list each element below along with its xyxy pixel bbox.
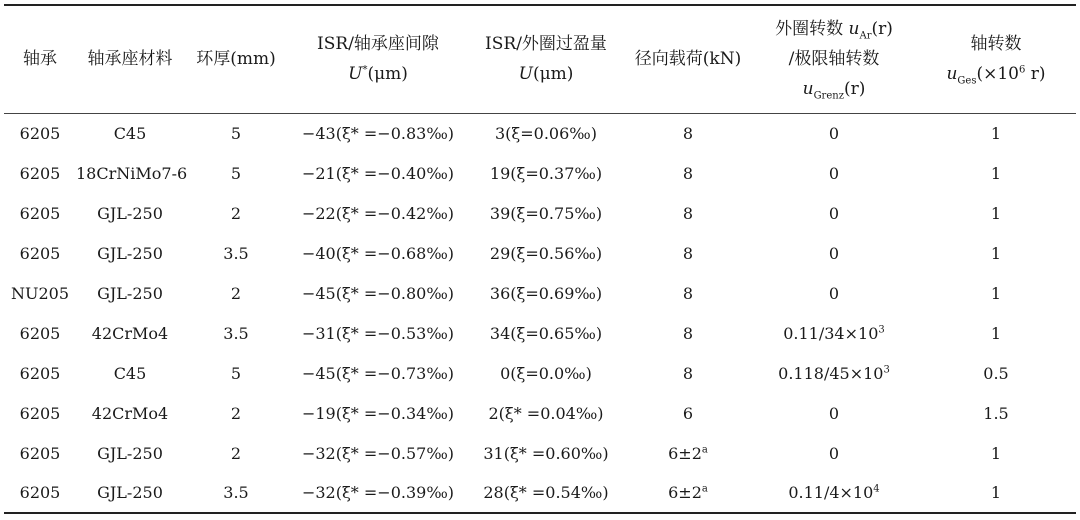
cell-clearance-value: −40(ξ* =−0.68‰): [301, 243, 455, 263]
cell-outer-ring-rev-value: 0: [828, 243, 840, 263]
cell-shaft-rev-value: 0.5: [983, 363, 1009, 383]
symbol-u: U: [518, 64, 533, 85]
cell-material: [76, 273, 184, 313]
cell-load-value: 6±2: [668, 483, 702, 502]
cell-clearance-value: −45(ξ* =−0.73‰): [301, 363, 455, 383]
cell-clearance-value: −22(ξ* =−0.42‰): [301, 203, 455, 223]
cell-shaft-rev-value: 1: [990, 283, 1002, 303]
cell-outer-ring-rev-value: 0.11/34×10: [783, 323, 879, 343]
header-isr-clearance-line1: ISR/轴承座间隙: [317, 34, 439, 55]
table-header-row: [4, 5, 1076, 113]
cell-interference-value: 0(ξ=0.0‰): [500, 363, 592, 383]
table-row: [4, 433, 1076, 473]
header-isr-clearance: [288, 5, 468, 113]
cell-shaft-rev: [916, 353, 1076, 393]
cell-bearing-value: 6205: [19, 443, 61, 463]
cell-shaft-rev-value: 1: [990, 163, 1002, 183]
cell-load: [624, 113, 752, 153]
cell-shaft-rev-value: 1: [990, 443, 1002, 463]
symbol-u: u: [848, 19, 860, 40]
cell-load-value: 8: [682, 123, 694, 143]
cell-clearance: [288, 353, 468, 393]
table-row: [4, 353, 1076, 393]
header-outer-ring-rev-line2: /极限轴转数: [788, 49, 880, 70]
cell-material-value: 18CrNiMo7-6: [76, 163, 188, 183]
text: (×10: [976, 64, 1019, 85]
cell-outer-ring-rev: [752, 113, 916, 153]
cell-thickness-value: 5: [230, 123, 242, 143]
cell-load-value: 8: [682, 163, 694, 183]
cell-shaft-rev: [916, 153, 1076, 193]
text: 外圈转数: [775, 19, 849, 40]
cell-interference: [468, 153, 624, 193]
cell-thickness-value: 3.5: [223, 483, 249, 502]
cell-bearing: [4, 473, 76, 513]
cell-load-value: 8: [682, 243, 694, 263]
text: r): [1025, 64, 1046, 85]
cell-load: [624, 273, 752, 313]
cell-load: [624, 433, 752, 473]
cell-clearance: [288, 233, 468, 273]
table-body: [4, 113, 1076, 513]
header-isr-clearance-line2: [288, 59, 468, 89]
header-outer-ring-rev: [752, 5, 916, 113]
cell-bearing: [4, 153, 76, 193]
cell-interference: [468, 393, 624, 433]
cell-outer-ring-rev-value: 0: [828, 443, 840, 463]
cell-outer-ring-rev-value: 0: [828, 203, 840, 223]
unit-um: (μm): [367, 64, 408, 85]
header-radial-load: 径向载荷(kN): [624, 5, 752, 113]
cell-load: [624, 393, 752, 433]
cell-shaft-rev-value: 1: [990, 203, 1002, 223]
cell-clearance: [288, 433, 468, 473]
cell-interference-value: 29(ξ=0.56‰): [489, 243, 603, 263]
symbol-u: u: [946, 64, 958, 85]
cell-load: [624, 353, 752, 393]
cell-interference-value: 39(ξ=0.75‰): [489, 203, 603, 223]
cell-outer-ring-rev: [752, 193, 916, 233]
cell-material-value: GJL-250: [97, 243, 163, 263]
header-shaft-rev-line2: [916, 59, 1076, 89]
cell-material: [76, 193, 184, 233]
cell-shaft-rev: [916, 393, 1076, 433]
header-shaft-rev-line1: 轴转数: [970, 34, 1022, 55]
cell-clearance: [288, 113, 468, 153]
header-isr-interference-line1: ISR/外圈过盈量: [485, 34, 607, 55]
cell-load-value: 8: [682, 203, 694, 223]
header-shaft-rev: [916, 5, 1076, 113]
cell-shaft-rev-value: 1: [990, 123, 1002, 143]
cell-thickness-value: 3.5: [223, 243, 249, 263]
cell-material-value: C45: [113, 363, 147, 383]
cell-material: [76, 233, 184, 273]
cell-outer-ring-rev-value: 0: [828, 163, 840, 183]
cell-thickness-value: 5: [230, 163, 242, 183]
cell-material-value: GJL-250: [97, 483, 163, 502]
cell-clearance: [288, 473, 468, 513]
cell-material-value: C45: [113, 123, 147, 143]
cell-thickness: [184, 273, 288, 313]
cell-shaft-rev-value: 1: [990, 483, 1002, 502]
header-outer-ring-rev-line1: [752, 14, 916, 44]
cell-outer-ring-rev: [752, 433, 916, 473]
cell-outer-ring-rev: [752, 473, 916, 513]
cell-bearing: [4, 233, 76, 273]
cell-interference-value: 2(ξ* =0.04‰): [488, 403, 604, 423]
cell-outer-ring-rev-value: 0: [828, 123, 840, 143]
cell-load: [624, 313, 752, 353]
cell-clearance-value: −32(ξ* =−0.39‰): [301, 483, 455, 502]
table-row: [4, 473, 1076, 513]
cell-bearing-value: 6205: [19, 243, 61, 263]
cell-clearance-value: −43(ξ* =−0.83‰): [301, 123, 455, 143]
cell-bearing: [4, 433, 76, 473]
cell-clearance-value: −31(ξ* =−0.53‰): [301, 323, 455, 343]
cell-shaft-rev: [916, 113, 1076, 153]
cell-bearing: [4, 313, 76, 353]
text: (r): [871, 19, 893, 40]
cell-material: [76, 433, 184, 473]
cell-shaft-rev: [916, 233, 1076, 273]
cell-shaft-rev: [916, 193, 1076, 233]
cell-thickness: [184, 353, 288, 393]
header-outer-ring-rev-line3: [752, 74, 916, 104]
cell-outer-ring-rev-value: 0: [828, 403, 840, 423]
cell-thickness: [184, 193, 288, 233]
cell-thickness: [184, 393, 288, 433]
cell-outer-ring-rev-value: 0.11/4×10: [788, 483, 874, 502]
cell-clearance: [288, 193, 468, 233]
cell-material-value: GJL-250: [97, 443, 163, 463]
cell-shaft-rev-value: 1: [990, 323, 1002, 343]
bearing-test-table: [4, 4, 1076, 514]
cell-bearing: [4, 113, 76, 153]
cell-thickness: [184, 433, 288, 473]
cell-outer-ring-rev: [752, 393, 916, 433]
cell-clearance: [288, 393, 468, 433]
cell-outer-ring-rev-value: 0.118/45×10: [778, 363, 884, 383]
cell-bearing-value: 6205: [19, 363, 61, 383]
cell-interference-value: 3(ξ=0.06‰): [495, 123, 597, 143]
cell-load: [624, 193, 752, 233]
cell-thickness: [184, 153, 288, 193]
table-row: [4, 233, 1076, 273]
cell-clearance-value: −19(ξ* =−0.34‰): [301, 403, 455, 423]
cell-material: [76, 393, 184, 433]
unit-um: (μm): [532, 64, 574, 85]
cell-load-value: 8: [682, 363, 694, 383]
cell-load-superscript: a: [701, 483, 708, 495]
text: (r): [843, 79, 866, 100]
cell-thickness: [184, 233, 288, 273]
cell-load: [624, 233, 752, 273]
header-ring-thickness: 环厚(mm): [184, 5, 288, 113]
cell-thickness-value: 2: [230, 443, 242, 463]
cell-thickness-value: 3.5: [223, 323, 249, 343]
sup-6: 6: [1018, 64, 1026, 76]
cell-interference: [468, 273, 624, 313]
cell-material: [76, 113, 184, 153]
header-bearing: 轴承: [4, 5, 76, 113]
sub-ges: Ges: [957, 75, 977, 87]
cell-bearing: [4, 273, 76, 313]
cell-material: [76, 473, 184, 513]
cell-thickness: [184, 473, 288, 513]
cell-clearance-value: −32(ξ* =−0.57‰): [301, 443, 455, 463]
cell-interference: [468, 113, 624, 153]
cell-interference-value: 31(ξ* =0.60‰): [483, 443, 609, 463]
cell-load-value: 8: [682, 283, 694, 303]
cell-shaft-rev: [916, 433, 1076, 473]
symbol-u: U: [348, 64, 363, 85]
cell-material: [76, 353, 184, 393]
cell-shaft-rev: [916, 273, 1076, 313]
table-row: [4, 393, 1076, 433]
cell-load-value: 6±2: [668, 443, 702, 463]
cell-interference: [468, 433, 624, 473]
cell-clearance: [288, 273, 468, 313]
symbol-u: u: [802, 79, 814, 100]
cell-interference-value: 19(ξ=0.37‰): [489, 163, 603, 183]
cell-interference-value: 34(ξ=0.65‰): [489, 323, 603, 343]
cell-thickness: [184, 313, 288, 353]
cell-outer-ring-rev-value: 0: [828, 283, 840, 303]
cell-load: [624, 153, 752, 193]
cell-clearance-value: −21(ξ* =−0.40‰): [301, 163, 455, 183]
cell-load-value: 6: [682, 403, 694, 423]
cell-outer-ring-rev-superscript: 3: [878, 324, 885, 336]
cell-interference: [468, 193, 624, 233]
cell-thickness-value: 5: [230, 363, 242, 383]
cell-thickness-value: 2: [230, 203, 242, 223]
cell-bearing-value: 6205: [19, 483, 61, 502]
cell-thickness-value: 2: [230, 403, 242, 423]
header-isr-interference-line2: [468, 59, 624, 89]
cell-interference-value: 28(ξ* =0.54‰): [483, 483, 609, 502]
symbol-star: *: [362, 64, 368, 76]
cell-bearing-value: NU205: [10, 283, 70, 303]
cell-material-value: 42CrMo4: [91, 403, 169, 423]
cell-bearing: [4, 193, 76, 233]
sub-grenz: Grenz: [813, 90, 844, 102]
header-isr-interference: [468, 5, 624, 113]
cell-outer-ring-rev: [752, 313, 916, 353]
cell-load-value: 8: [682, 323, 694, 343]
cell-material-value: GJL-250: [97, 283, 163, 303]
cell-material-value: 42CrMo4: [91, 323, 169, 343]
cell-clearance: [288, 313, 468, 353]
table-row: [4, 153, 1076, 193]
cell-bearing-value: 6205: [19, 163, 61, 183]
cell-shaft-rev: [916, 313, 1076, 353]
cell-outer-ring-rev-superscript: 3: [883, 364, 890, 376]
cell-bearing: [4, 393, 76, 433]
cell-interference-value: 36(ξ=0.69‰): [489, 283, 603, 303]
cell-shaft-rev: [916, 473, 1076, 513]
cell-interference: [468, 233, 624, 273]
cell-shaft-rev-value: 1: [990, 243, 1002, 263]
cell-clearance: [288, 153, 468, 193]
cell-material: [76, 153, 188, 193]
cell-clearance-value: −45(ξ* =−0.80‰): [301, 283, 455, 303]
cell-thickness-value: 2: [230, 283, 242, 303]
cell-outer-ring-rev: [752, 233, 916, 273]
cell-material: [76, 313, 184, 353]
cell-outer-ring-rev-superscript: 4: [873, 483, 880, 495]
cell-load-superscript: a: [701, 444, 708, 456]
table-row: [4, 313, 1076, 353]
sub-ar: Ar: [859, 30, 872, 42]
cell-outer-ring-rev: [752, 273, 916, 313]
cell-bearing-value: 6205: [19, 403, 61, 423]
table-row: [4, 113, 1076, 153]
cell-load: [624, 473, 752, 513]
cell-interference: [468, 313, 624, 353]
cell-bearing-value: 6205: [19, 323, 61, 343]
cell-outer-ring-rev: [752, 353, 916, 393]
cell-bearing: [4, 353, 76, 393]
table-row: [4, 273, 1076, 313]
header-housing-material: 轴承座材料: [76, 5, 184, 113]
cell-material-value: GJL-250: [97, 203, 163, 223]
cell-thickness: [184, 113, 288, 153]
cell-interference: [468, 473, 624, 513]
cell-bearing-value: 6205: [19, 203, 61, 223]
cell-shaft-rev-value: 1.5: [983, 403, 1009, 423]
table-row: [4, 193, 1076, 233]
cell-outer-ring-rev: [752, 153, 916, 193]
cell-interference: [468, 353, 624, 393]
cell-bearing-value: 6205: [19, 123, 61, 143]
